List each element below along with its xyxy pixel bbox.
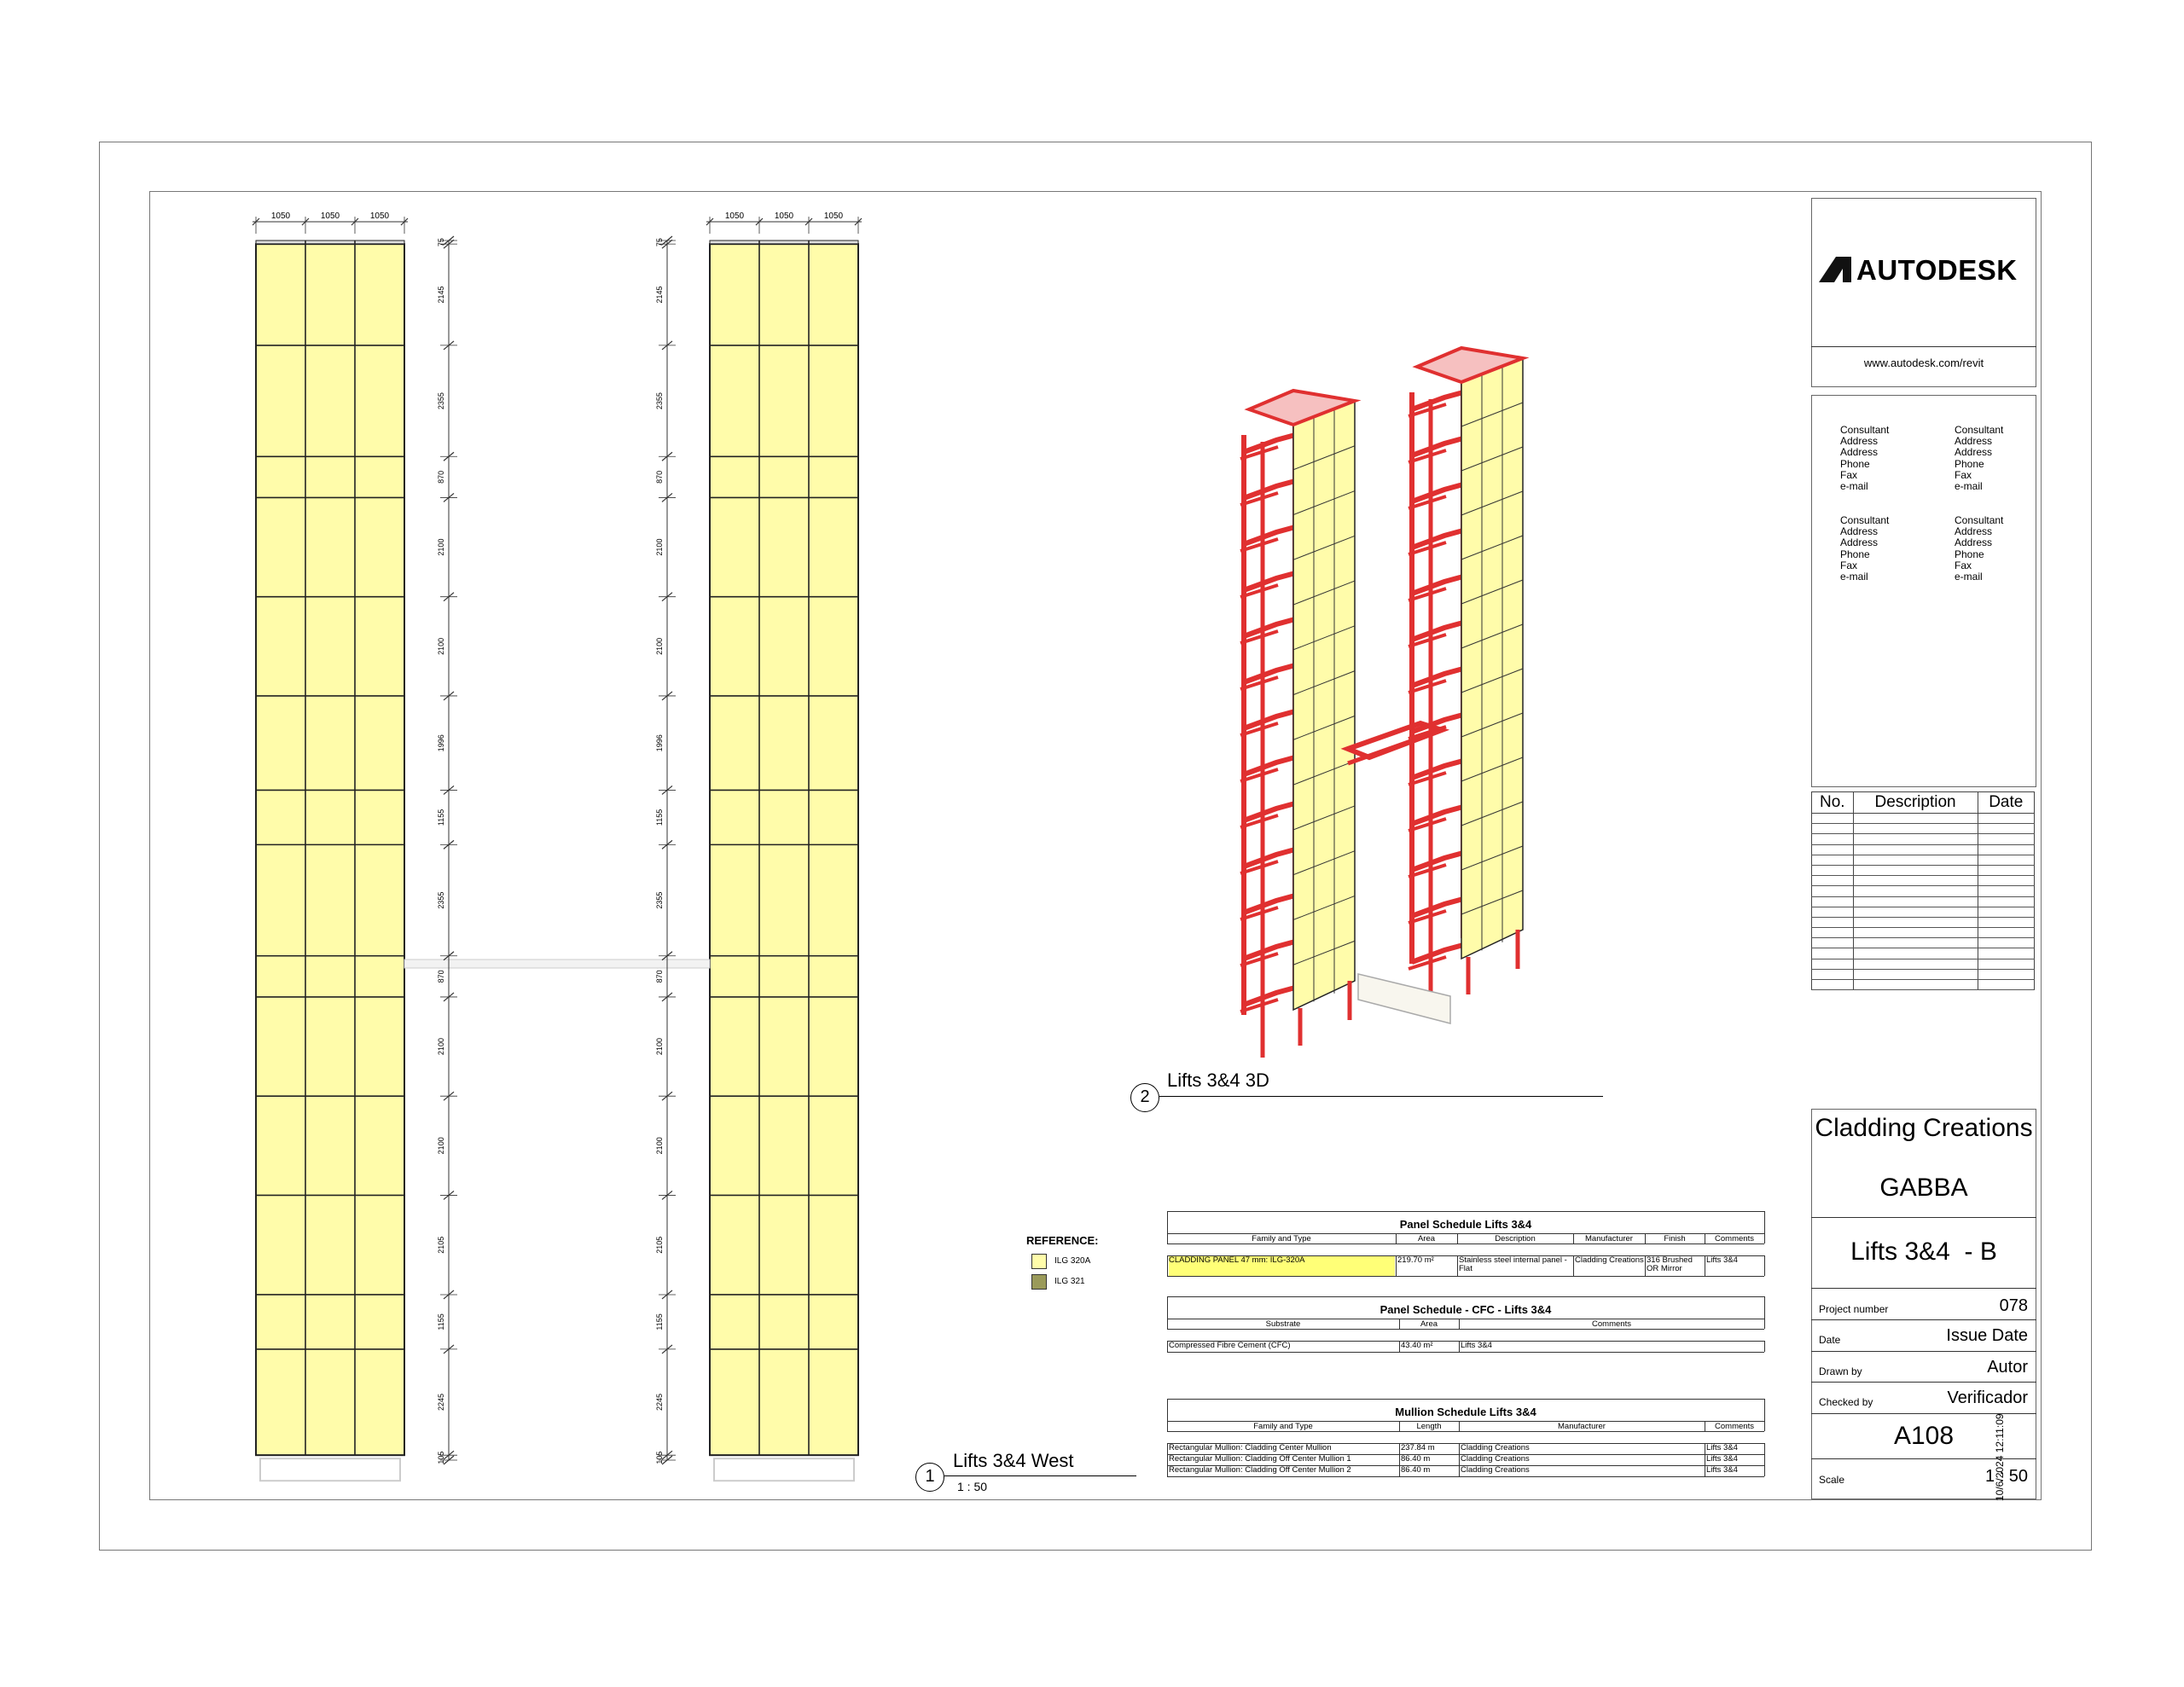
width-dim-text: 1050 [823,212,844,221]
schedule-cell: Cladding Creations [1461,1455,1530,1464]
dimension-text: 2100 [437,1137,445,1155]
sheet-number: A108 [1893,1422,1955,1450]
revision-cell [1812,876,1854,886]
revision-cell [1853,938,1978,948]
schedule-col-line [1167,1233,1168,1244]
schedule-col-line [1399,1454,1400,1465]
date-value: Issue Date [1946,1326,2028,1345]
dimension-text: 2355 [437,891,445,909]
revision-cell [1978,876,2034,886]
consultant-2: Consultant Address Address Phone Fax e-mail [1955,424,2004,493]
reference-label-1: ILG 320A [1054,1256,1091,1266]
schedule-header-cell: Comments [1592,1320,1631,1329]
revision-cell [1853,896,1978,907]
schedule-col-line [1764,1465,1765,1476]
dimension-text: 1155 [655,809,664,826]
schedule-border-top [1167,1296,1764,1297]
revision-row [1812,824,2035,834]
dimension-text: 2145 [437,286,445,304]
schedule-col-line [1764,1399,1765,1431]
schedule-col-line [1399,1443,1400,1454]
schedule-title: Panel Schedule Lifts 3&4 [1399,1218,1532,1231]
revision-cell [1853,865,1978,875]
dimension-text: 75 [437,238,445,247]
revision-row [1812,928,2035,938]
revision-cell [1812,969,1854,979]
schedule-header-bottom [1167,1329,1764,1330]
autodesk-logo-text: AUTODESK [1856,254,2018,286]
iso-tower [1240,391,1355,1058]
dimension-text: 1155 [437,1313,445,1330]
view-2-number: 2 [1140,1087,1150,1106]
dimension-text: 2355 [655,891,664,909]
revision-row [1812,948,2035,959]
reference-title: REFERENCE: [1026,1234,1099,1247]
schedule-cell: Stainless steel internal panel - Flat [1459,1256,1567,1273]
revision-cell [1978,959,2034,969]
view-1-scale: 1 : 50 [957,1480,988,1493]
schedule-cell: CLADDING PANEL 47 mm: ILG-320A [1169,1256,1395,1276]
divider [1811,1319,2036,1320]
dimension-text: 1155 [437,809,445,826]
scale-label: Scale [1819,1474,1845,1486]
schedule-col-line [1396,1255,1397,1276]
schedule-col-line [1645,1233,1646,1244]
schedule-header-cell: Area [1420,1320,1438,1329]
dimension-text: 1996 [437,734,445,752]
schedule-header-cell: Family and Type [1253,1423,1313,1431]
schedule-cell: Lifts 3&4 [1706,1256,1738,1265]
iso-loose-panel [1358,974,1450,1023]
project-name: GABBA [1879,1174,1968,1202]
revision-cell [1978,814,2034,824]
schedule-col-line [1167,1399,1168,1421]
schedule-cell: Cladding Creations [1461,1466,1530,1475]
width-dim-text: 1050 [369,212,390,221]
autodesk-logo-icon [1819,257,1851,287]
dimension-text: 105 [437,1451,445,1464]
schedule-cell: 237.84 m [1401,1444,1435,1452]
revision-date-header: Date [1978,792,2034,814]
date-label: Date [1819,1334,1841,1346]
drawn-by-label: Drawn by [1819,1365,1862,1377]
revision-row [1812,886,2035,896]
schedule-border-top [1167,1399,1764,1400]
schedule-col-line [1645,1255,1646,1276]
schedule-col-line [1167,1296,1168,1319]
schedule-col-line [1459,1454,1460,1465]
isometric-3d-view [1240,348,1523,1058]
view-1-number: 1 [925,1467,935,1486]
schedule-cell: Cladding Creations [1575,1256,1644,1265]
revision-cell [1853,814,1978,824]
divider [1811,1382,2036,1383]
width-dim-text: 1050 [774,212,794,221]
revision-cell [1853,824,1978,834]
schedule-header-cell: Family and Type [1252,1235,1311,1244]
revision-cell [1978,896,2034,907]
revision-cell [1978,938,2034,948]
dimension-text: 1996 [655,734,664,752]
schedule-row-line [1167,1352,1764,1353]
revision-cell [1978,865,2034,875]
sheet-name: Lifts 3&4 - B [1850,1238,1997,1266]
schedule-col-line [1167,1454,1168,1465]
dimension-text: 1155 [655,1313,664,1330]
dimension-text: 75 [655,238,664,247]
schedule-col-line [1399,1319,1400,1329]
schedule-col-line [1764,1341,1765,1352]
schedule-cell: 86.40 m [1401,1466,1431,1475]
schedule-title: Panel Schedule - CFC - Lifts 3&4 [1380,1303,1552,1316]
revision-no-header: No. [1812,792,1854,814]
schedule-title: Mullion Schedule Lifts 3&4 [1395,1406,1536,1418]
schedule-cell: Lifts 3&4 [1706,1466,1738,1475]
revision-description-header: Description [1853,792,1978,814]
schedule-col-line [1457,1255,1458,1276]
dimension-text: 2105 [655,1236,664,1254]
schedule-col-line [1764,1296,1765,1329]
logo-divider [1811,346,2036,347]
schedule-cell: Rectangular Mullion: Cladding Off Center Mullion 2 [1169,1466,1351,1475]
schedule-header-cell: Area [1417,1235,1436,1244]
revision-row [1812,814,2035,824]
dimension-text: 2100 [437,538,445,556]
schedule-header-cell: Comments [1715,1235,1754,1244]
schedule-cell: Rectangular Mullion: Cladding Off Center Mullion 1 [1169,1455,1351,1464]
revision-cell [1812,907,1854,917]
cladding-panels [710,244,858,1455]
project-number-value: 078 [1999,1296,2028,1315]
revision-cell [1812,917,1854,927]
schedule-col-line [1764,1443,1765,1454]
revision-cell [1853,886,1978,896]
schedule-col-line [1764,1255,1765,1276]
revision-cell [1853,969,1978,979]
schedule-border-top [1167,1211,1764,1212]
base-frame [714,1458,854,1481]
schedule-col-line [1573,1255,1574,1276]
revision-row [1812,917,2035,927]
schedule-col-line [1396,1233,1397,1244]
schedule-header-cell: Substrate [1265,1320,1301,1329]
base-frame [260,1458,400,1481]
dimension-text: 2100 [655,637,664,655]
schedule-col-line [1167,1211,1168,1233]
revision-cell [1812,886,1854,896]
schedule-cell: Rectangular Mullion: Cladding Center Mullion [1169,1444,1332,1452]
revision-cell [1812,948,1854,959]
schedule-row-line [1167,1276,1764,1277]
schedule-col-line [1167,1319,1168,1329]
schedule-col-line [1459,1443,1460,1454]
revision-cell [1812,896,1854,907]
dimension-text: 2245 [437,1394,445,1412]
schedule-col-line [1399,1421,1400,1431]
cladding-panels [256,244,404,1455]
consultant-4: Consultant Address Address Phone Fax e-mail [1955,514,2004,583]
schedule-row-line [1167,1476,1764,1477]
view-1-bubble [915,1463,944,1492]
revision-cell [1978,980,2034,990]
schedule-col-line [1459,1421,1460,1431]
schedule-cell: Compressed Fibre Cement (CFC) [1169,1342,1291,1350]
schedule-col-line [1459,1341,1460,1352]
width-dim-text: 1050 [724,212,745,221]
schedule-header-cell: Comments [1715,1423,1754,1431]
view-2-bubble [1130,1083,1159,1112]
schedule-cell: 219.70 m² [1397,1256,1434,1265]
dimension-text: 2145 [655,286,664,304]
schedule-col-line [1167,1465,1168,1476]
revision-cell [1812,938,1854,948]
elevation-right [710,241,858,1481]
schedule-col-line [1167,1443,1168,1454]
revision-cell [1978,907,2034,917]
schedule-col-line [1764,1211,1765,1244]
revision-row [1812,907,2035,917]
dimension-text: 2105 [437,1236,445,1254]
revision-cell [1853,876,1978,886]
schedule-col-line [1167,1255,1168,1276]
width-dim-text: 1050 [270,212,291,221]
width-dim-text: 1050 [320,212,340,221]
schedule-cell: Lifts 3&4 [1706,1455,1738,1464]
revision-row [1812,896,2035,907]
schedule-col-line [1457,1233,1458,1244]
revision-cell [1812,824,1854,834]
schedule-col-line [1459,1319,1460,1329]
schedule-col-line [1167,1421,1168,1431]
revision-row [1812,938,2035,948]
revision-table [1811,791,2035,990]
consultant-1: Consultant Address Address Phone Fax e-mail [1840,424,1890,493]
schedule-col-line [1764,1454,1765,1465]
schedule-header-bottom [1167,1431,1764,1432]
bridge-link [404,959,710,968]
schedule-header-cell: Length [1416,1423,1442,1431]
checked-by-value: Verificador [1947,1388,2028,1407]
schedule-header-cell: Manufacturer [1558,1423,1606,1431]
schedule-cell: Cladding Creations [1461,1444,1530,1452]
schedule-cell: 86.40 m [1401,1455,1431,1464]
dimension-text: 2355 [437,392,445,410]
schedule-col-line [1399,1465,1400,1476]
schedule-cell: 316 Brushed OR Mirror [1647,1256,1693,1273]
schedule-cell: Lifts 3&4 [1461,1342,1492,1350]
consultant-3: Consultant Address Address Phone Fax e-mail [1840,514,1890,583]
revision-cell [1812,834,1854,844]
revision-row [1812,844,2035,855]
revision-row [1812,959,2035,969]
dimension-text: 2355 [655,392,664,410]
view-1-title: Lifts 3&4 West [953,1450,1074,1471]
dimension-text: 870 [437,970,445,983]
schedule-col-line [1573,1233,1574,1244]
schedule-col-line [1459,1465,1460,1476]
divider [1811,1288,2036,1289]
dimension-text: 2100 [655,538,664,556]
revision-row [1812,980,2035,990]
revision-cell [1853,980,1978,990]
revision-row [1812,969,2035,979]
elevation-left [256,241,404,1481]
revision-cell [1853,959,1978,969]
iso-cladding-face [1461,358,1523,959]
view-1-underline [944,1475,1136,1476]
schedule-cell: 43.40 m² [1401,1342,1433,1350]
revision-cell [1812,865,1854,875]
revision-cell [1978,928,2034,938]
revision-cell [1853,834,1978,844]
revision-cell [1812,855,1854,865]
revision-cell [1853,917,1978,927]
schedule-header-cell: Finish [1664,1235,1686,1244]
revision-cell [1853,907,1978,917]
revision-cell [1978,886,2034,896]
company-name: Cladding Creations [1815,1114,2033,1142]
revision-cell [1812,959,1854,969]
dimension-text: 870 [437,470,445,484]
view-2-title: Lifts 3&4 3D [1167,1070,1269,1091]
divider [1811,1217,2036,1218]
drawn-by-value: Autor [1987,1358,2028,1377]
divider [1811,1351,2036,1352]
schedule-col-line [1167,1341,1168,1352]
revision-cell [1812,814,1854,824]
dimension-text: 2100 [655,1038,664,1056]
autodesk-url: www.autodesk.com/revit [1863,357,1984,369]
revision-row [1812,855,2035,865]
revision-cell [1978,824,2034,834]
schedule-header-top [1167,1233,1764,1234]
schedule-header-cell: Manufacturer [1585,1235,1633,1244]
dimension-text: 105 [655,1451,664,1464]
schedule-col-line [1399,1341,1400,1352]
revision-cell [1853,948,1978,959]
project-number-label: Project number [1819,1303,1889,1315]
scale-value: 1 : 50 [1984,1467,2028,1486]
revision-row [1812,865,2035,875]
revision-row [1812,876,2035,886]
iso-tower [1409,348,1523,1006]
schedule-header-cell: Description [1495,1235,1536,1244]
dimension-text: 2100 [437,1038,445,1056]
revision-cell [1978,948,2034,959]
checked-by-label: Checked by [1819,1396,1873,1408]
revision-cell [1853,928,1978,938]
revision-cell [1978,969,2034,979]
dimension-text: 2245 [655,1394,664,1412]
schedule-cell: Lifts 3&4 [1706,1444,1738,1452]
revision-row [1812,834,2035,844]
revision-cell [1812,980,1854,990]
dimension-text: 2100 [437,637,445,655]
revision-cell [1853,855,1978,865]
view-2-underline [1159,1096,1603,1097]
schedule-header-top [1167,1421,1764,1422]
dimension-text: 870 [655,970,664,983]
revision-cell [1978,834,2034,844]
revision-cell [1812,928,1854,938]
print-timestamp: 10/6/2024 12:11:09 [1994,1413,2006,1501]
iso-cladding-face [1293,401,1355,1010]
revision-cell [1978,844,2034,855]
reference-swatch-1 [1031,1254,1047,1269]
revision-cell [1978,917,2034,927]
reference-label-2: ILG 321 [1054,1277,1085,1286]
dimension-text: 870 [655,470,664,484]
revision-cell [1812,844,1854,855]
reference-swatch-2 [1031,1274,1047,1290]
revision-cell [1853,844,1978,855]
revision-cell [1978,855,2034,865]
dimension-text: 2100 [655,1137,664,1155]
